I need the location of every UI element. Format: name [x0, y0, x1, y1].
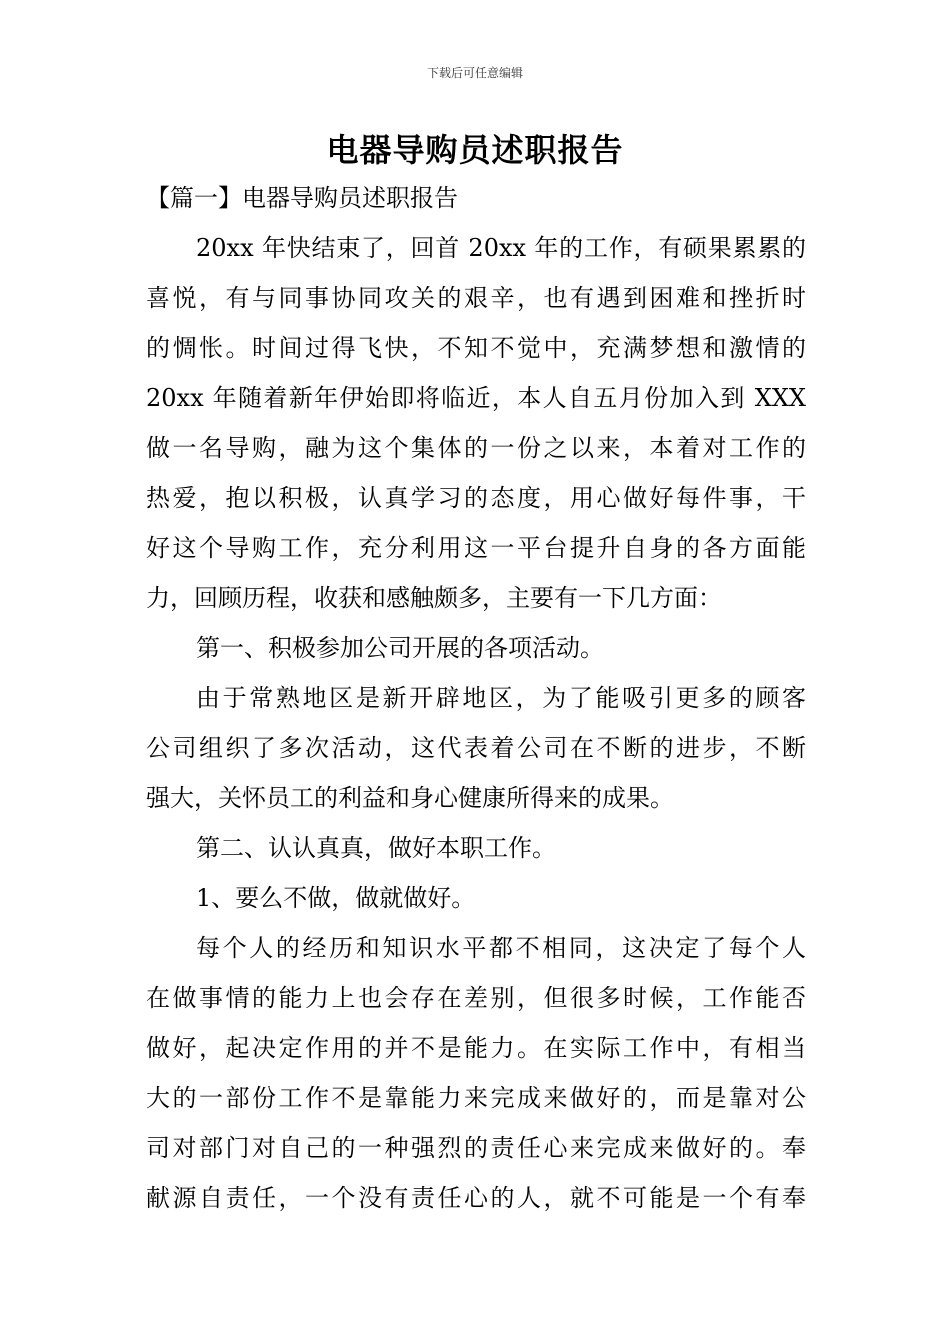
paragraph-intro	[146, 223, 806, 623]
paragraph-line: 好这个导购工作，充分利用这一平台提升自身的各方面能	[146, 534, 806, 562]
paragraph-line: 献源自责任，一个没有责任心的人，就不可能是一个有奉	[146, 1184, 806, 1212]
paragraph-sub-point-one	[146, 873, 806, 923]
paragraph-line: 强大，关怀员工的利益和身心健康所得来的成果。	[146, 784, 674, 812]
paragraph-line: 第一、积极参加公司开展的各项活动。	[196, 634, 604, 662]
paragraph-line: 喜悦，有与同事协同攻关的艰辛，也有遇到困难和挫折时	[146, 284, 806, 312]
section-heading: 【篇一】电器导购员述职报告	[146, 184, 458, 212]
paragraph-activities	[146, 673, 806, 823]
paragraph-line: 热爱，抱以积极，认真学习的态度，用心做好每件事，干	[146, 484, 806, 512]
paragraph-line: 大的一部份工作不是靠能力来完成来做好的，而是靠对公	[146, 1084, 806, 1112]
paragraph-line: 20xx 年随着新年伊始即将临近，本人自五月份加入到 XXX	[146, 384, 806, 412]
paragraph-responsibility	[146, 923, 806, 1223]
document-title: 电器导购员述职报告	[326, 131, 624, 169]
paragraph-line: 司对部门对自己的一种强烈的责任心来完成来做好的。奉	[146, 1134, 806, 1162]
paragraph-line: 做好，起决定作用的并不是能力。在实际工作中，有相当	[146, 1034, 806, 1062]
paragraph-line: 20xx 年快结束了，回首 20xx 年的工作，有硕果累累的	[196, 234, 806, 262]
paragraph-line: 的惆怅。时间过得飞快，不知不觉中，充满梦想和激情的	[146, 334, 806, 362]
page-watermark: 下载后可任意编辑	[426, 66, 523, 80]
paragraph-line: 1、要么不做，做就做好。	[196, 884, 476, 912]
paragraph-line: 第二、认认真真，做好本职工作。	[196, 834, 556, 862]
paragraph-line: 公司组织了多次活动，这代表着公司在不断的进步，不断	[146, 734, 806, 762]
paragraph-line: 做一名导购，融为这个集体的一份之以来，本着对工作的	[146, 434, 806, 462]
paragraph-point-one	[146, 623, 806, 673]
paragraph-line: 由于常熟地区是新开辟地区，为了能吸引更多的顾客	[196, 684, 806, 712]
paragraph-line: 在做事情的能力上也会存在差别，但很多时候，工作能否	[146, 984, 806, 1012]
paragraph-line: 每个人的经历和知识水平都不相同，这决定了每个人	[196, 934, 806, 962]
paragraph-point-two	[146, 823, 806, 873]
paragraph-line: 力，回顾历程，收获和感触颇多，主要有一下几方面：	[146, 584, 722, 612]
